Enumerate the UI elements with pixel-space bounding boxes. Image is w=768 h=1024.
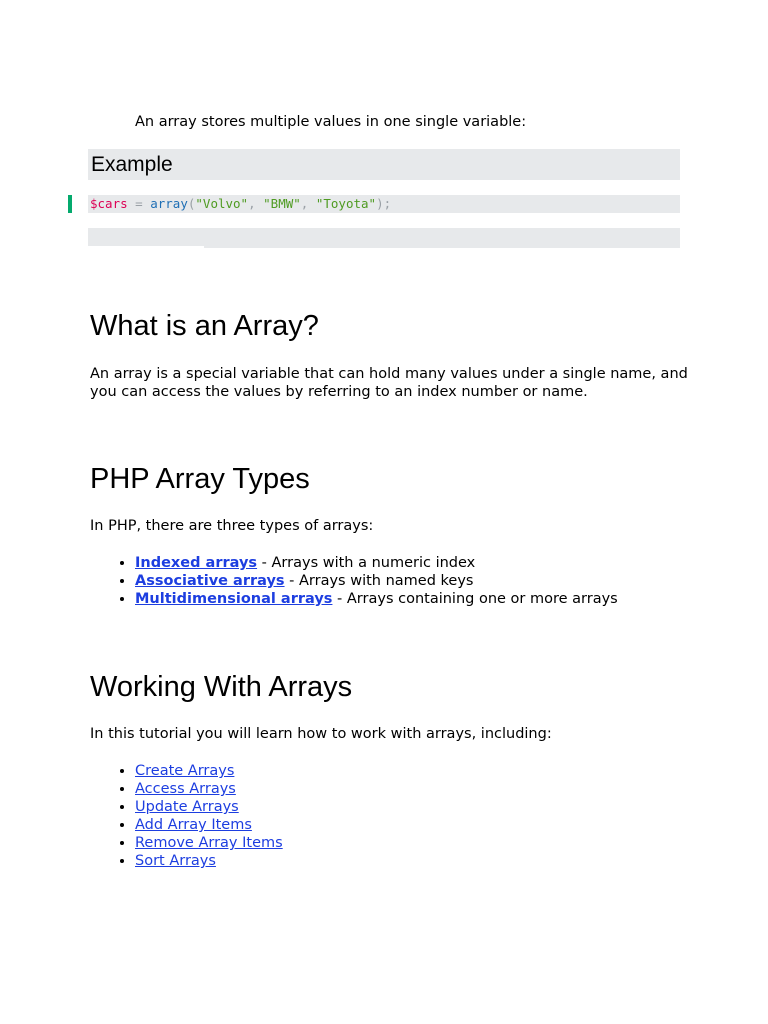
- list-item: [135, 554, 618, 572]
- code-string-bmw: "BMW": [263, 196, 301, 211]
- code-accent-bar: [68, 195, 72, 213]
- what-is-array-text: An array is a special variable that can hold many values under a single name, and you can access the values by referring to an index number or name.: [90, 366, 688, 400]
- list-item: [135, 780, 283, 798]
- list-item-desc: - Arrays containing one or more arrays: [332, 591, 618, 607]
- list-item: [135, 852, 283, 870]
- list-item: [135, 834, 283, 852]
- code-string-toyota: "Toyota": [315, 196, 377, 211]
- array-types-intro: In PHP, there are three types of arrays:: [90, 518, 374, 534]
- code-paren-open: (: [187, 196, 196, 211]
- list-item: [135, 762, 283, 780]
- code-block: [88, 195, 680, 213]
- multidimensional-arrays-link[interactable]: Multidimensional arrays: [135, 591, 333, 607]
- create-arrays-link[interactable]: Create Arrays: [135, 763, 235, 779]
- working-intro: In this tutorial you will learn how to work with arrays, including:: [90, 726, 552, 742]
- list-item: [135, 572, 618, 590]
- add-array-items-link[interactable]: Add Array Items: [135, 817, 252, 833]
- list-item-desc: - Arrays with named keys: [284, 573, 474, 589]
- working-list: [90, 762, 283, 870]
- list-item: [135, 798, 283, 816]
- code-variable: $cars: [90, 196, 128, 211]
- code-comma: ,: [300, 196, 316, 211]
- try-it-button-placeholder[interactable]: [88, 246, 204, 248]
- code-string-volvo: "Volvo": [195, 196, 249, 211]
- associative-arrays-link[interactable]: Associative arrays: [135, 573, 285, 589]
- sort-arrays-link[interactable]: Sort Arrays: [135, 853, 216, 869]
- example-header: [88, 149, 680, 180]
- list-item: [135, 816, 283, 834]
- heading-what-is-array: What is an Array?: [90, 310, 319, 342]
- intro-text: An array stores multiple values in one single variable:: [135, 114, 527, 130]
- indexed-arrays-link[interactable]: Indexed arrays: [135, 555, 258, 571]
- list-item: [135, 590, 618, 608]
- code-operator: =: [127, 196, 151, 211]
- remove-array-items-link[interactable]: Remove Array Items: [135, 835, 283, 851]
- example-footer: [88, 228, 680, 248]
- code-paren-close: );: [376, 196, 392, 211]
- update-arrays-link[interactable]: Update Arrays: [135, 799, 239, 815]
- array-types-list: [90, 554, 618, 608]
- example-title: Example: [91, 153, 173, 176]
- access-arrays-link[interactable]: Access Arrays: [135, 781, 236, 797]
- heading-php-array-types: PHP Array Types: [90, 463, 310, 495]
- list-item-desc: - Arrays with a numeric index: [257, 555, 476, 571]
- code-comma: ,: [248, 196, 264, 211]
- code-function: array: [150, 196, 188, 211]
- heading-working-with-arrays: Working With Arrays: [90, 671, 353, 703]
